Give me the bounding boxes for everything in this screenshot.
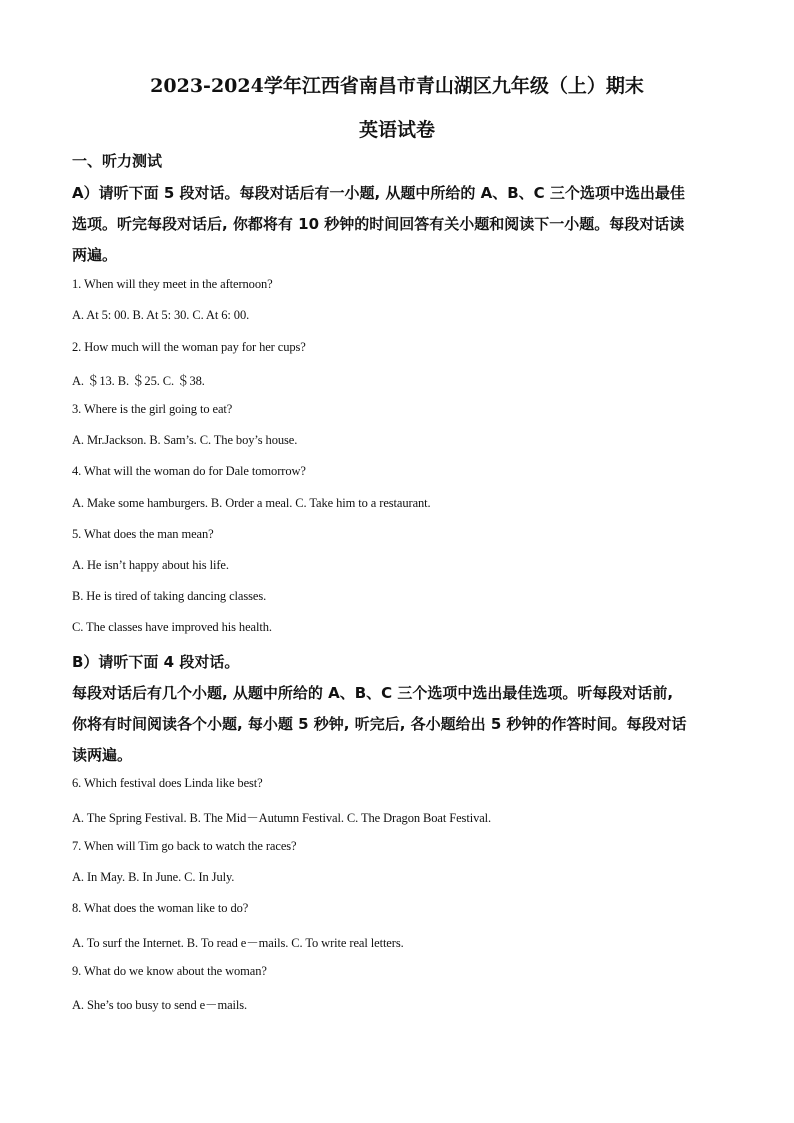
question-8: 8. What does the woman like to do? [72,901,249,915]
part-b-instruction-line: 你将有时间阅读各个小题, 每小题 5 秒钟, 听完后, 各小题给出 5 秒钟的作答时间。每段对话 [72,715,687,733]
exam-subtitle: 英语试卷 [358,119,435,141]
question-4: 4. What will the woman do for Dale tomorrow? [72,464,306,478]
question-6-options: A. The Spring Festival. B. The Mid－Autumn Festival. C. The Dragon Boat Festival. [72,811,492,825]
question-9: 9. What do we know about the woman? [72,964,267,978]
question-6: 6. Which festival does Linda like best? [72,776,263,790]
question-5: 5. What does the man mean? [72,527,214,541]
question-5-option-c: C. The classes have improved his health. [72,620,272,634]
part-b-heading: B）请听下面 4 段对话。 [72,653,240,671]
question-3-options: A. Mr.Jackson. B. Sam’s. C. The boy’s house. [72,433,298,447]
question-2: 2. How much will the woman pay for her cups? [72,340,306,354]
question-1-options: A. At 5: 00. B. At 5: 30. C. At 6: 00. [72,308,250,322]
part-b-instruction-line: 读两遍。 [72,746,133,764]
question-3: 3. Where is the girl going to eat? [72,402,233,416]
question-5-option-b: B. He is tired of taking dancing classes. [72,589,267,603]
part-a-instruction-line: 选项。听完每段对话后, 你都将有 10 秒钟的时间回答有关小题和阅读下一小题。每段对话读 [72,215,685,233]
section-heading-listening: 一、听力测试 [72,152,163,170]
part-a-instruction-line: 两遍。 [72,246,118,264]
question-1: 1. When will they meet in the afternoon? [72,277,273,291]
question-8-options: A. To surf the Internet. B. To read e－mails. C. To write real letters. [72,936,404,950]
question-7: 7. When will Tim go back to watch the races? [72,839,297,853]
exam-title: 2023-2024学年江西省南昌市青山湖区九年级（上）期末 [150,75,644,97]
question-4-options: A. Make some hamburgers. B. Order a meal. C. Take him to a restaurant. [72,496,431,510]
part-a-instruction-line: A）请听下面 5 段对话。每段对话后有一小题, 从题中所给的 A、B、C 三个选项中选出最佳 [72,184,685,202]
part-b-instruction-line: 每段对话后有几个小题, 从题中所给的 A、B、C 三个选项中选出最佳选项。听每段对话前, [72,684,674,702]
question-5-option-a: A. He isn’t happy about his life. [72,558,229,572]
question-2-options: A. ＄13. B. ＄25. C. ＄38. [72,374,205,388]
question-7-options: A. In May. B. In June. C. In July. [72,870,235,884]
question-9-option-a: A. She’s too busy to send e－mails. [72,998,248,1012]
